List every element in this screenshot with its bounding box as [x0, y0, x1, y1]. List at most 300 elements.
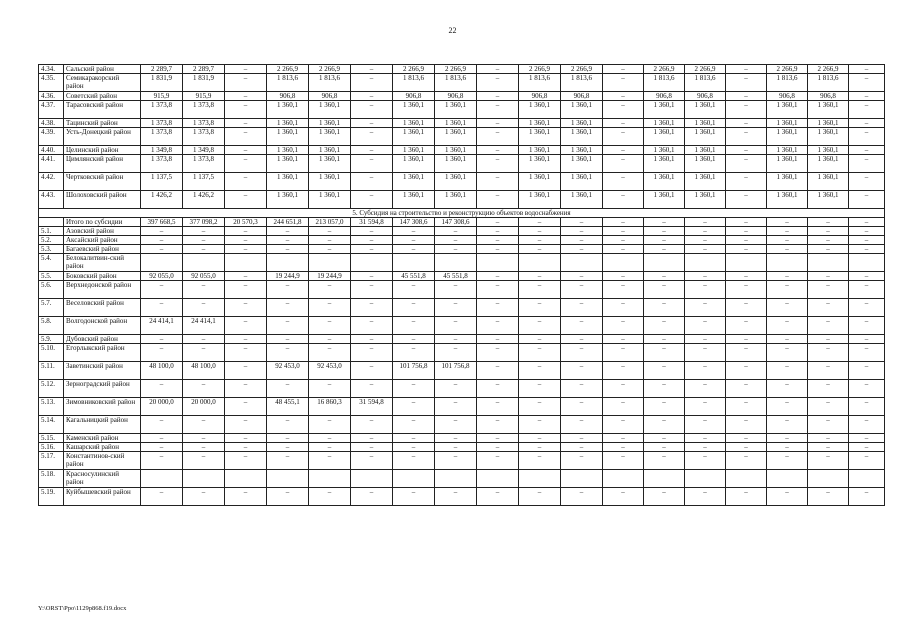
value-cell: – — [849, 218, 885, 227]
value-cell: – — [477, 119, 519, 128]
value-cell: 1 360,1 — [808, 146, 849, 155]
value-cell — [225, 254, 267, 272]
value-cell: – — [225, 362, 267, 380]
value-cell: – — [435, 434, 477, 443]
value-cell: – — [267, 236, 309, 245]
value-cell: – — [519, 362, 561, 380]
value-cell: – — [726, 380, 767, 398]
value-cell: 1 360,1 — [808, 119, 849, 128]
value-cell: – — [477, 245, 519, 254]
value-cell: 1 360,1 — [808, 173, 849, 191]
value-cell: – — [644, 452, 685, 470]
value-cell: 1 831,9 — [141, 74, 183, 92]
value-cell: – — [477, 227, 519, 236]
value-cell: 1 360,1 — [561, 191, 603, 209]
value-cell: 1 360,1 — [767, 173, 808, 191]
value-cell: – — [767, 299, 808, 317]
value-cell: – — [225, 272, 267, 281]
value-cell — [351, 254, 393, 272]
value-cell: 1 813,6 — [644, 74, 685, 92]
value-cell: 1 360,1 — [685, 128, 726, 146]
value-cell: – — [309, 317, 351, 335]
value-cell — [561, 470, 603, 488]
value-cell: – — [849, 272, 885, 281]
value-cell: – — [183, 434, 225, 443]
row-number: 5.15. — [39, 434, 64, 443]
value-cell: – — [225, 101, 267, 119]
value-cell: – — [309, 236, 351, 245]
value-cell: – — [603, 380, 644, 398]
value-cell — [726, 254, 767, 272]
value-cell: – — [644, 443, 685, 452]
row-number: 4.38. — [39, 119, 64, 128]
value-cell: – — [603, 362, 644, 380]
table-row — [39, 362, 885, 380]
value-cell: – — [435, 236, 477, 245]
value-cell: 1 360,1 — [267, 101, 309, 119]
value-cell: – — [267, 488, 309, 506]
district-name: Кагальницкий район — [64, 416, 141, 434]
value-cell: 1 360,1 — [767, 191, 808, 209]
table-row — [39, 245, 885, 254]
value-cell: 1 360,1 — [808, 128, 849, 146]
district-name: Чертковский район — [64, 173, 141, 191]
value-cell: – — [141, 236, 183, 245]
value-cell: – — [849, 398, 885, 416]
value-cell — [393, 254, 435, 272]
value-cell — [225, 470, 267, 488]
value-cell: – — [519, 281, 561, 299]
value-cell: 2 266,9 — [393, 65, 435, 74]
value-cell: – — [435, 335, 477, 344]
value-cell: – — [351, 65, 393, 74]
row-number: 5.10. — [39, 344, 64, 362]
value-cell: – — [561, 281, 603, 299]
value-cell: – — [808, 317, 849, 335]
value-cell: 92 055,0 — [141, 272, 183, 281]
value-cell: – — [808, 335, 849, 344]
value-cell — [141, 470, 183, 488]
district-name: Куйбышевский район — [64, 488, 141, 506]
value-cell: – — [477, 74, 519, 92]
row-number: 4.43. — [39, 191, 64, 209]
value-cell: – — [685, 416, 726, 434]
value-cell: – — [141, 281, 183, 299]
value-cell: – — [726, 398, 767, 416]
value-cell: 1 360,1 — [393, 101, 435, 119]
row-number: 4.34. — [39, 65, 64, 74]
value-cell: – — [849, 416, 885, 434]
value-cell: 244 651,8 — [267, 218, 309, 227]
value-cell: 1 360,1 — [685, 173, 726, 191]
value-cell: 213 057,0 — [309, 218, 351, 227]
value-cell: – — [393, 416, 435, 434]
value-cell: – — [225, 317, 267, 335]
value-cell: – — [393, 236, 435, 245]
district-name: Тарасовский район — [64, 101, 141, 119]
value-cell: – — [603, 488, 644, 506]
value-cell: – — [435, 452, 477, 470]
value-cell: – — [225, 443, 267, 452]
value-cell: – — [849, 191, 885, 209]
value-cell — [849, 470, 885, 488]
value-cell: 2 266,9 — [644, 65, 685, 74]
row-number: 5.14. — [39, 416, 64, 434]
value-cell — [767, 254, 808, 272]
row-number: 5.5. — [39, 272, 64, 281]
value-cell: – — [477, 191, 519, 209]
value-cell: – — [351, 317, 393, 335]
value-cell: – — [351, 272, 393, 281]
value-cell: – — [519, 236, 561, 245]
district-name: Боковский район — [64, 272, 141, 281]
value-cell: – — [726, 155, 767, 173]
value-cell: – — [183, 299, 225, 317]
value-cell: – — [351, 344, 393, 362]
value-cell: – — [309, 281, 351, 299]
value-cell: – — [767, 443, 808, 452]
value-cell: – — [808, 488, 849, 506]
value-cell: – — [603, 65, 644, 74]
value-cell: – — [309, 416, 351, 434]
value-cell: – — [767, 380, 808, 398]
value-cell: 1 360,1 — [267, 119, 309, 128]
value-cell: – — [685, 344, 726, 362]
value-cell: – — [726, 272, 767, 281]
row-number: 4.39. — [39, 128, 64, 146]
value-cell: – — [726, 173, 767, 191]
value-cell: – — [767, 398, 808, 416]
table-row — [39, 119, 885, 128]
value-cell: – — [561, 218, 603, 227]
table-body-top — [39, 65, 885, 209]
value-cell: – — [603, 101, 644, 119]
value-cell: – — [767, 227, 808, 236]
value-cell: 1 813,6 — [309, 74, 351, 92]
value-cell: – — [767, 344, 808, 362]
value-cell: – — [477, 218, 519, 227]
value-cell: 1 360,1 — [644, 119, 685, 128]
table-row — [39, 191, 885, 209]
value-cell: 1 360,1 — [767, 128, 808, 146]
row-number: 5.7. — [39, 299, 64, 317]
value-cell: 906,8 — [561, 92, 603, 101]
district-name: Верхнедонской район — [64, 281, 141, 299]
row-number: 5.9. — [39, 335, 64, 344]
table-row — [39, 344, 885, 362]
value-cell: – — [685, 218, 726, 227]
value-cell: – — [726, 119, 767, 128]
value-cell: 1 360,1 — [519, 119, 561, 128]
value-cell: 397 668,5 — [141, 218, 183, 227]
district-name: Красносулинский район — [64, 470, 141, 488]
value-cell: – — [849, 344, 885, 362]
value-cell: – — [351, 119, 393, 128]
value-cell: 48 100,0 — [183, 362, 225, 380]
value-cell: – — [849, 245, 885, 254]
value-cell: – — [519, 299, 561, 317]
value-cell: 1 360,1 — [435, 101, 477, 119]
value-cell — [519, 254, 561, 272]
value-cell: – — [561, 452, 603, 470]
value-cell: 2 266,9 — [519, 65, 561, 74]
value-cell — [603, 254, 644, 272]
value-cell: – — [225, 380, 267, 398]
value-cell: – — [726, 101, 767, 119]
value-cell — [685, 254, 726, 272]
value-cell: – — [849, 173, 885, 191]
table-row — [39, 488, 885, 506]
value-cell: – — [435, 488, 477, 506]
value-cell: 101 756,8 — [435, 362, 477, 380]
value-cell — [644, 254, 685, 272]
value-cell: – — [603, 335, 644, 344]
value-cell — [477, 254, 519, 272]
row-number: 5.11. — [39, 362, 64, 380]
value-cell: 31 594,8 — [351, 218, 393, 227]
value-cell: – — [393, 245, 435, 254]
value-cell: – — [561, 299, 603, 317]
value-cell: – — [603, 191, 644, 209]
value-cell: 1 360,1 — [393, 146, 435, 155]
district-name: Волгодонской район — [64, 317, 141, 335]
value-cell: 1 360,1 — [435, 119, 477, 128]
value-cell: – — [141, 344, 183, 362]
value-cell: – — [603, 74, 644, 92]
value-cell: – — [309, 335, 351, 344]
value-cell: – — [351, 155, 393, 173]
value-cell: 45 551,8 — [393, 272, 435, 281]
value-cell: 1 813,6 — [767, 74, 808, 92]
value-cell: 2 289,7 — [183, 65, 225, 74]
value-cell: 1 813,6 — [267, 74, 309, 92]
value-cell: – — [808, 416, 849, 434]
row-number: 5.8. — [39, 317, 64, 335]
value-cell: – — [309, 488, 351, 506]
value-cell: 1 360,1 — [267, 155, 309, 173]
value-cell: – — [435, 299, 477, 317]
value-cell: – — [561, 380, 603, 398]
district-name: Зимовниковский район — [64, 398, 141, 416]
value-cell: – — [808, 443, 849, 452]
value-cell: 1 360,1 — [808, 101, 849, 119]
value-cell: – — [603, 128, 644, 146]
value-cell: – — [225, 488, 267, 506]
value-cell: – — [603, 443, 644, 452]
table-row — [39, 416, 885, 434]
value-cell: – — [267, 416, 309, 434]
value-cell: – — [603, 119, 644, 128]
value-cell: – — [849, 74, 885, 92]
value-cell: – — [477, 335, 519, 344]
value-cell: 92 453,0 — [309, 362, 351, 380]
value-cell: – — [685, 452, 726, 470]
value-cell: – — [808, 398, 849, 416]
value-cell: – — [561, 443, 603, 452]
value-cell: 2 266,9 — [808, 65, 849, 74]
value-cell: – — [435, 380, 477, 398]
value-cell: – — [767, 317, 808, 335]
table-row — [39, 299, 885, 317]
value-cell: – — [267, 434, 309, 443]
value-cell: 1 360,1 — [644, 101, 685, 119]
value-cell: 1 373,8 — [183, 119, 225, 128]
value-cell: – — [726, 299, 767, 317]
value-cell: – — [141, 227, 183, 236]
value-cell: 1 360,1 — [309, 155, 351, 173]
value-cell: – — [141, 380, 183, 398]
row-number: 5.12. — [39, 380, 64, 398]
value-cell: 1 360,1 — [267, 173, 309, 191]
value-cell — [685, 470, 726, 488]
value-cell: – — [519, 245, 561, 254]
value-cell: – — [726, 191, 767, 209]
value-cell: – — [685, 443, 726, 452]
value-cell: – — [808, 281, 849, 299]
row-number: 5.4. — [39, 254, 64, 272]
value-cell: – — [351, 128, 393, 146]
value-cell: 1 360,1 — [393, 191, 435, 209]
value-cell: – — [351, 443, 393, 452]
value-cell: 2 266,9 — [767, 65, 808, 74]
district-name: Константинов-ский район — [64, 452, 141, 470]
value-cell: 915,9 — [141, 92, 183, 101]
table-row — [39, 173, 885, 191]
value-cell: – — [849, 128, 885, 146]
value-cell: – — [267, 335, 309, 344]
value-cell: – — [726, 146, 767, 155]
value-cell: – — [393, 380, 435, 398]
value-cell: – — [808, 299, 849, 317]
district-name: Тацинский район — [64, 119, 141, 128]
value-cell: – — [435, 416, 477, 434]
value-cell: – — [726, 236, 767, 245]
value-cell: – — [225, 452, 267, 470]
value-cell: – — [767, 335, 808, 344]
district-name: Усть-Донецкий район — [64, 128, 141, 146]
value-cell: 2 266,9 — [309, 65, 351, 74]
value-cell: – — [726, 245, 767, 254]
value-cell: – — [351, 191, 393, 209]
value-cell: 1 360,1 — [519, 128, 561, 146]
value-cell: – — [351, 434, 393, 443]
value-cell: – — [477, 317, 519, 335]
value-cell: – — [603, 272, 644, 281]
value-cell: – — [808, 452, 849, 470]
row-number: 5.1. — [39, 227, 64, 236]
value-cell: 1 813,6 — [393, 74, 435, 92]
table-body-bottom — [39, 218, 885, 506]
value-cell: 906,8 — [267, 92, 309, 101]
value-cell: 906,8 — [393, 92, 435, 101]
value-cell: – — [644, 317, 685, 335]
value-cell: – — [685, 362, 726, 380]
value-cell: – — [351, 245, 393, 254]
value-cell: – — [477, 380, 519, 398]
value-cell: – — [141, 452, 183, 470]
value-cell: – — [225, 335, 267, 344]
value-cell: 1 360,1 — [767, 119, 808, 128]
section-title: 5. Субсидия на строительство и реконструкцию объектов водоснабжения — [39, 209, 885, 218]
value-cell: – — [644, 416, 685, 434]
table-row — [39, 218, 885, 227]
value-cell: 48 455,1 — [267, 398, 309, 416]
value-cell: – — [183, 281, 225, 299]
value-cell: – — [351, 236, 393, 245]
value-cell: – — [644, 398, 685, 416]
value-cell: – — [644, 299, 685, 317]
value-cell: – — [644, 272, 685, 281]
value-cell — [519, 470, 561, 488]
value-cell: – — [351, 335, 393, 344]
value-cell: – — [477, 146, 519, 155]
value-cell: – — [183, 488, 225, 506]
value-cell: 1 373,8 — [183, 155, 225, 173]
value-cell: – — [351, 146, 393, 155]
value-cell: – — [351, 362, 393, 380]
value-cell: – — [225, 74, 267, 92]
value-cell: – — [767, 236, 808, 245]
value-cell: 1 426,2 — [141, 191, 183, 209]
value-cell: 2 289,7 — [141, 65, 183, 74]
value-cell: – — [477, 362, 519, 380]
value-cell: – — [225, 119, 267, 128]
value-cell: – — [603, 218, 644, 227]
value-cell: 1 360,1 — [393, 173, 435, 191]
value-cell — [267, 254, 309, 272]
value-cell: 906,8 — [435, 92, 477, 101]
value-cell: – — [726, 452, 767, 470]
value-cell: – — [726, 92, 767, 101]
value-cell: – — [849, 335, 885, 344]
district-name: Азовский район — [64, 227, 141, 236]
value-cell: – — [767, 434, 808, 443]
value-cell: – — [225, 146, 267, 155]
value-cell: – — [685, 380, 726, 398]
value-cell — [183, 254, 225, 272]
value-cell: – — [393, 281, 435, 299]
value-cell: – — [603, 317, 644, 335]
value-cell: – — [685, 398, 726, 416]
value-cell — [603, 470, 644, 488]
value-cell: – — [603, 236, 644, 245]
value-cell: – — [685, 488, 726, 506]
value-cell: – — [685, 335, 726, 344]
value-cell: – — [183, 380, 225, 398]
value-cell: – — [435, 245, 477, 254]
value-cell: – — [603, 245, 644, 254]
value-cell: – — [644, 434, 685, 443]
value-cell: – — [849, 362, 885, 380]
value-cell: – — [808, 272, 849, 281]
value-cell: – — [603, 281, 644, 299]
value-cell: 1 137,5 — [183, 173, 225, 191]
district-name: Белокалитвин-ский район — [64, 254, 141, 272]
value-cell: 24 414,1 — [141, 317, 183, 335]
value-cell: – — [519, 344, 561, 362]
value-cell: – — [767, 488, 808, 506]
value-cell: 92 055,0 — [183, 272, 225, 281]
value-cell: 1 813,6 — [685, 74, 726, 92]
value-cell: – — [519, 434, 561, 443]
page-number: 22 — [448, 26, 457, 35]
value-cell: 1 813,6 — [561, 74, 603, 92]
value-cell: – — [183, 452, 225, 470]
district-name: Багаевский район — [64, 245, 141, 254]
row-number: 5.6. — [39, 281, 64, 299]
value-cell: – — [477, 443, 519, 452]
value-cell: 1 360,1 — [561, 155, 603, 173]
